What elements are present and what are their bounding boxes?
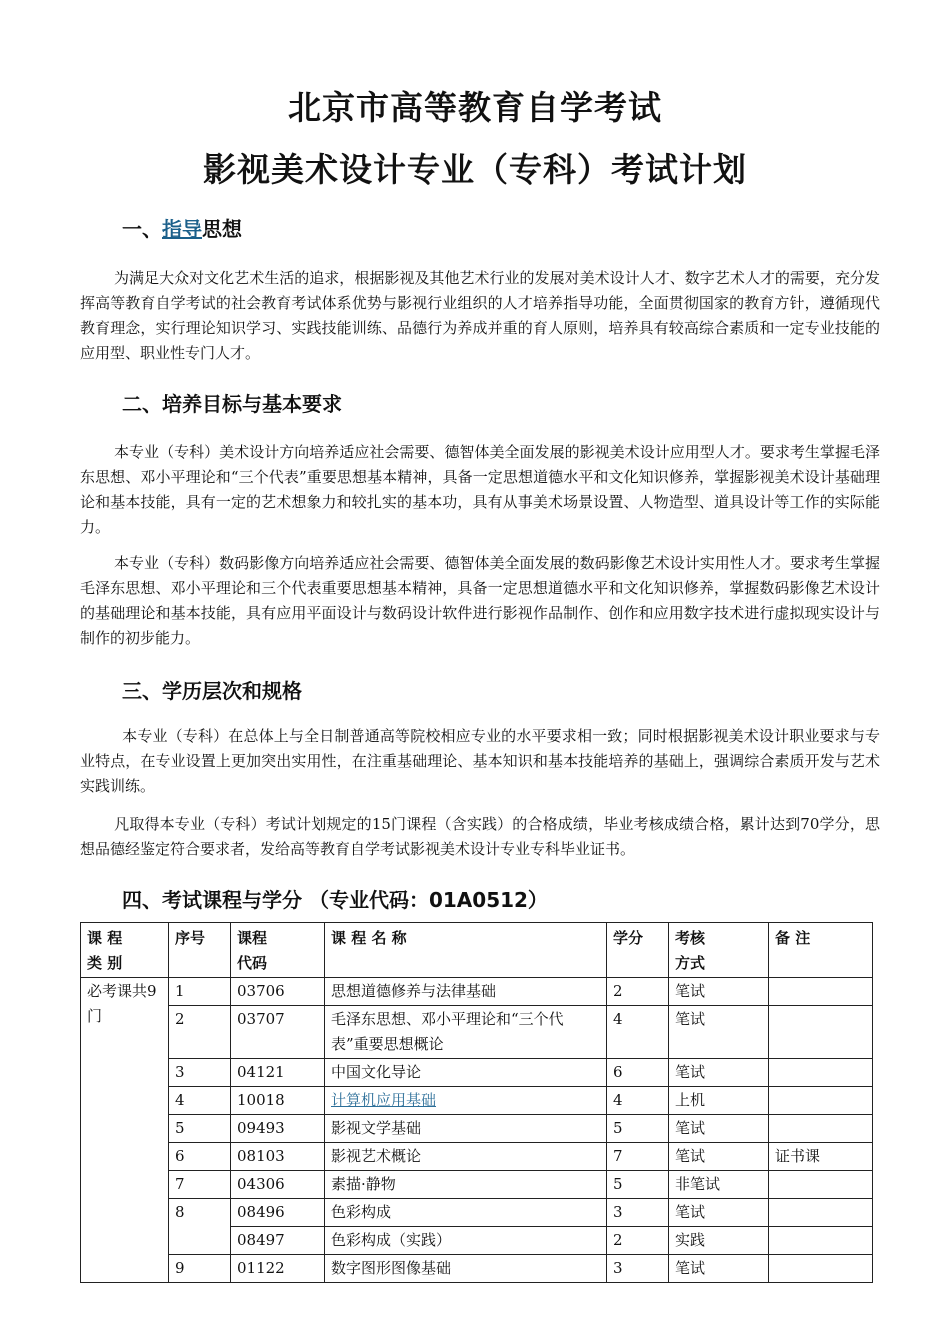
cell-seq: 4 bbox=[169, 1087, 231, 1115]
section-4-heading: 四、考试课程与学分 （专业代码：01A0512） bbox=[122, 888, 548, 912]
guidance-link[interactable]: 指导 bbox=[162, 217, 202, 241]
cell-method: 实践 bbox=[669, 1227, 769, 1255]
table-row bbox=[81, 1115, 873, 1143]
computer-basics-link[interactable]: 计算机应用基础 bbox=[331, 1091, 437, 1109]
cell-method: 笔试 bbox=[669, 1143, 769, 1171]
cell-code: 01122 bbox=[231, 1255, 325, 1283]
header-credit: 学分 bbox=[607, 923, 669, 978]
cell-name: 毛泽东思想、邓小平理论和“三个代表”重要思想概论 bbox=[325, 1006, 607, 1059]
cell-credit: 2 bbox=[607, 978, 669, 1006]
cell-code: 04306 bbox=[231, 1171, 325, 1199]
section-3-paragraph-2: 凡取得本专业（专科）考试计划规定的15门课程（含实践）的合格成绩，毕业考核成绩合格，累计达到70学分，思想品德经鉴定符合要求者，发给高等教育自学考试影视美术设计专业专科毕业证书。 bbox=[80, 815, 880, 858]
cell-method: 笔试 bbox=[669, 1199, 769, 1227]
cell-code: 08496 bbox=[231, 1199, 325, 1227]
cell-seq: 9 bbox=[169, 1255, 231, 1283]
cell-seq: 1 bbox=[169, 978, 231, 1006]
cell-name bbox=[325, 1087, 607, 1115]
cell-method: 笔试 bbox=[669, 1059, 769, 1087]
header-seq: 序号 bbox=[169, 923, 231, 978]
cell-credit: 3 bbox=[607, 1255, 669, 1283]
page-subtitle: 影视美术设计专业（专科）考试计划 bbox=[203, 150, 747, 189]
cell-name: 中国文化导论 bbox=[325, 1059, 607, 1087]
cell-seq: 8 bbox=[169, 1199, 231, 1255]
table-row bbox=[81, 1006, 873, 1059]
cell-method: 笔试 bbox=[669, 1115, 769, 1143]
cell-credit: 6 bbox=[607, 1059, 669, 1087]
cell-name: 素描·静物 bbox=[325, 1171, 607, 1199]
category-cell: 必考课共9门 bbox=[81, 978, 169, 1283]
header-name: 课 程 名 称 bbox=[325, 923, 607, 978]
table-row bbox=[81, 978, 873, 1006]
cell-method: 笔试 bbox=[669, 978, 769, 1006]
course-table bbox=[80, 922, 873, 1283]
cell-note bbox=[769, 1255, 873, 1283]
cell-note bbox=[769, 1199, 873, 1227]
cell-code: 04121 bbox=[231, 1059, 325, 1087]
cell-seq: 5 bbox=[169, 1115, 231, 1143]
cell-note bbox=[769, 1171, 873, 1199]
section-2-heading: 二、培养目标与基本要求 bbox=[122, 392, 342, 416]
cell-note bbox=[769, 1087, 873, 1115]
cell-seq: 3 bbox=[169, 1059, 231, 1087]
section-1-paragraph: 为满足大众对文化艺术生活的追求，根据影视及其他艺术行业的发展对美术设计人才、数字艺术人才的需要，充分发挥高等教育自学考试的社会教育考试体系优势与影视行业组织的人才培养指导功能，全面贯彻国家的教育方针，遵循现代教育理念，实行理论知识学习、实践技能训练、品德行为养成并重的育人原则，培养具有较高综合素质和一定专业技能的应用型、职业性专门人才。 bbox=[80, 269, 880, 362]
table-row bbox=[81, 1255, 873, 1283]
table-row bbox=[81, 1199, 873, 1227]
cell-credit: 4 bbox=[607, 1006, 669, 1059]
cell-code: 03707 bbox=[231, 1006, 325, 1059]
page-title: 北京市高等教育自学考试 bbox=[288, 88, 662, 127]
cell-seq: 2 bbox=[169, 1006, 231, 1059]
cell-method: 非笔试 bbox=[669, 1171, 769, 1199]
table-row bbox=[81, 1171, 873, 1199]
cell-name: 影视艺术概论 bbox=[325, 1143, 607, 1171]
cell-note bbox=[769, 1059, 873, 1087]
cell-credit: 5 bbox=[607, 1115, 669, 1143]
header-code: 课程 代码 bbox=[231, 923, 325, 978]
cell-method: 笔试 bbox=[669, 1255, 769, 1283]
cell-seq: 6 bbox=[169, 1143, 231, 1171]
cell-seq: 7 bbox=[169, 1171, 231, 1199]
cell-name: 数字图形图像基础 bbox=[325, 1255, 607, 1283]
header-category: 课 程 类 别 bbox=[81, 923, 169, 978]
cell-credit: 2 bbox=[607, 1227, 669, 1255]
cell-credit: 4 bbox=[607, 1087, 669, 1115]
table-row bbox=[81, 1087, 873, 1115]
cell-method: 笔试 bbox=[669, 1006, 769, 1059]
cell-credit: 7 bbox=[607, 1143, 669, 1171]
cell-code: 08103 bbox=[231, 1143, 325, 1171]
section-1-heading-rest: 思想 bbox=[202, 217, 242, 241]
cell-method: 上机 bbox=[669, 1087, 769, 1115]
cell-code: 08497 bbox=[231, 1227, 325, 1255]
cell-note: 证书课 bbox=[769, 1143, 873, 1171]
cell-note bbox=[769, 1227, 873, 1255]
section-3-paragraph-1: 本专业（专科）在总体上与全日制普通高等院校相应专业的水平要求相一致；同时根据影视美术设计职业要求与专业特点，在专业设置上更加突出实用性，在注重基础理论、基本知识和基本技能培养的基础上，强调综合素质开发与艺术实践训练。 bbox=[80, 727, 880, 795]
cell-note bbox=[769, 1006, 873, 1059]
cell-credit: 3 bbox=[607, 1199, 669, 1227]
cell-note bbox=[769, 978, 873, 1006]
table-header-row bbox=[81, 923, 873, 978]
cell-code: 03706 bbox=[231, 978, 325, 1006]
header-method: 考核 方式 bbox=[669, 923, 769, 978]
cell-note bbox=[769, 1115, 873, 1143]
cell-name: 色彩构成（实践） bbox=[325, 1227, 607, 1255]
section-3-heading: 三、学历层次和规格 bbox=[122, 679, 302, 703]
section-1-heading bbox=[122, 215, 242, 243]
cell-credit: 5 bbox=[607, 1171, 669, 1199]
cell-name: 思想道德修养与法律基础 bbox=[325, 978, 607, 1006]
section-2-paragraph-1: 本专业（专科）美术设计方向培养适应社会需要、德智体美全面发展的影视美术设计应用型人才。要求考生掌握毛泽东思想、邓小平理论和“三个代表”重要思想基本精神，具备一定思想道德水平和文化知识修养，掌握影视美术设计基础理论和基本技能，具有一定的艺术想象力和较扎实的基本功，具有从事美术场景设置、人物造型、道具设计等工作的实际能力。 bbox=[80, 443, 880, 536]
section-1-number: 一、 bbox=[122, 217, 162, 241]
header-note: 备 注 bbox=[769, 923, 873, 978]
cell-code: 10018 bbox=[231, 1087, 325, 1115]
cell-name: 色彩构成 bbox=[325, 1199, 607, 1227]
cell-name: 影视文学基础 bbox=[325, 1115, 607, 1143]
table-row bbox=[81, 1059, 873, 1087]
section-2-paragraph-2: 本专业（专科）数码影像方向培养适应社会需要、德智体美全面发展的数码影像艺术设计实用性人才。要求考生掌握毛泽东思想、邓小平理论和三个代表重要思想基本精神，具备一定思想道德水平和文化知识修养，掌握数码影像艺术设计的基础理论和基本技能，具有应用平面设计与数码设计软件进行影视作品制作、创作和应用数字技术进行虚拟现实设计与制作的初步能力。 bbox=[80, 554, 880, 647]
table-row bbox=[81, 1143, 873, 1171]
cell-code: 09493 bbox=[231, 1115, 325, 1143]
